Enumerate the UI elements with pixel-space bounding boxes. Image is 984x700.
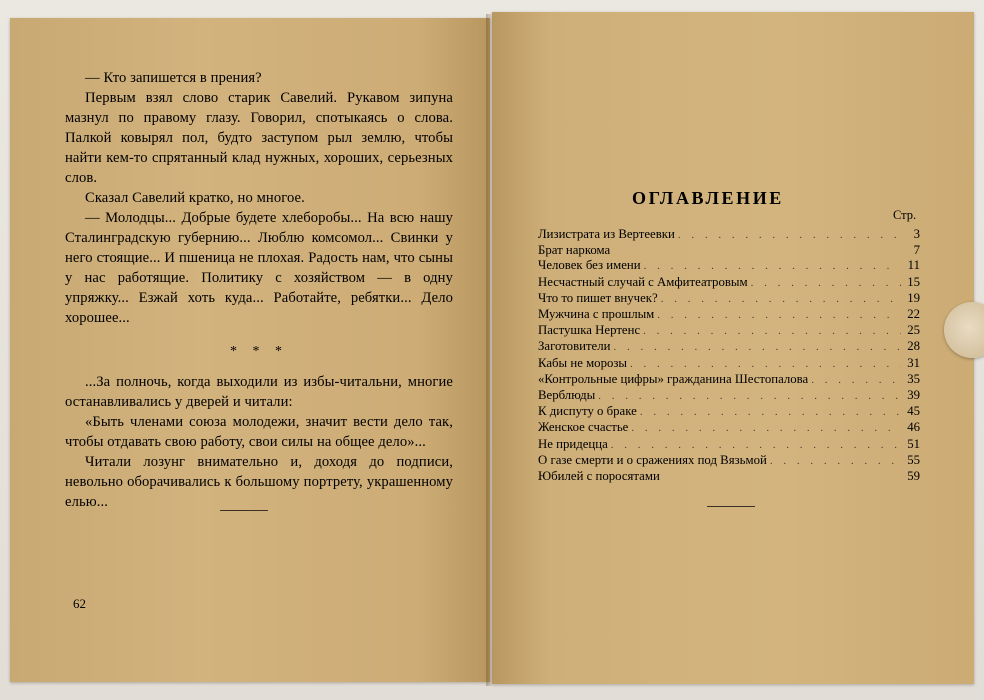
toc-leader-dots — [611, 438, 901, 453]
paragraph: «Быть членами союза молодежи, значит вести дело так, чтобы отдавать свою работу, свои силы на общее дело»... — [65, 414, 453, 450]
toc-entry-page: 45 — [907, 404, 920, 419]
toc-leader-dots — [657, 308, 901, 323]
toc-leader-dots — [630, 357, 901, 372]
toc-entry-page: 28 — [907, 339, 920, 354]
toc-leader-dots — [661, 292, 901, 307]
paragraph: Сказал Савелий кратко, но многое. — [85, 190, 305, 206]
toc-entry[interactable] — [538, 420, 920, 436]
toc-title: ОГЛАВЛЕНИЕ — [632, 188, 784, 208]
page-number: 62 — [73, 596, 86, 611]
left-page-text — [65, 68, 453, 512]
toc-entry-title: Несчастный случай с Амфитеатровым — [538, 274, 748, 289]
toc-leader-dots — [644, 259, 901, 274]
toc-entry-title: Пастушка Нертенс — [538, 323, 641, 338]
toc-leader-dots — [598, 389, 901, 404]
toc-entry-title: Верблюды — [538, 388, 596, 403]
toc-entry-title: Лизистрата из Вертеевки — [538, 227, 675, 241]
toc-entry-page: 3 — [913, 227, 920, 241]
table-of-contents — [538, 227, 920, 484]
toc-entry-title: К диспуту о браке — [538, 404, 637, 419]
toc-entry[interactable] — [538, 388, 920, 404]
toc-entry[interactable] — [538, 339, 920, 355]
paragraph: Первым взял слово старик Савелий. Рукавом зипуна мазнул по правому глазу. Говорил, спотыкаясь о слова. Палкой ковырял пол, будто заступом рыл землю, чтобы найти кем-то спрятанный клад нужных, хороших, серьезных слов. — [65, 90, 453, 186]
toc-entry-title: Заготовители — [538, 339, 611, 354]
toc-entry-page: 31 — [907, 355, 920, 370]
paragraph: ...За полночь, когда выходили из избы-читальни, многие останавливались у дверей и читали: — [65, 374, 453, 410]
toc-leader-dots — [751, 276, 901, 291]
toc-entry-page: 35 — [907, 371, 920, 386]
toc-leader-dots — [643, 324, 901, 339]
end-rule-left — [220, 510, 268, 511]
toc-entry-title: О газе смерти и о сражениях под Вязьмой — [538, 452, 767, 467]
toc-leader-dots — [770, 454, 901, 469]
toc-entry-page: 39 — [907, 388, 920, 403]
toc-entry-page: 15 — [907, 274, 920, 289]
toc-entry-title: Кабы не морозы — [538, 355, 628, 370]
toc-leader-dots — [811, 373, 901, 388]
toc-entry-page: 46 — [907, 420, 920, 435]
paragraph: Читали лозунг внимательно и, доходя до подписи, невольно оборачивались к большому портрету, украшенному елью... — [65, 454, 453, 510]
toc-entry-title: «Контрольные цифры» гражданина Шестопалова — [538, 371, 809, 386]
toc-entry-page: 51 — [907, 436, 920, 451]
toc-entry-page: 11 — [907, 258, 920, 273]
toc-entry-title: Не придецца — [538, 436, 608, 451]
end-rule-right — [707, 506, 755, 507]
toc-leader-dots — [640, 405, 901, 420]
toc-entry[interactable] — [538, 453, 920, 469]
toc-leader-dots — [631, 421, 901, 436]
toc-entry[interactable] — [538, 356, 920, 372]
toc-entry-title: Брат наркома — [538, 243, 611, 258]
toc-entry[interactable] — [538, 323, 920, 339]
paragraph: — Молодцы... Добрые будете хлеборобы... На всю нашу Сталинградскую губернию... Люблю комсомол... Свинки у него стоящие... И пшеница не плохая. Радость нам, что сыны у нас работящие. Политику с хозяйством — в одну упряжку... Езжай хоть куда... Работайте, ребятки... Дело хорошее... — [65, 210, 453, 326]
toc-entry[interactable] — [538, 243, 920, 258]
toc-entry-title: Мужчина с прошлым — [538, 307, 655, 322]
toc-entry[interactable] — [538, 258, 920, 274]
toc-entry-title: Женское счастье — [538, 420, 629, 435]
toc-entry[interactable] — [538, 227, 920, 243]
toc-entry-page: 19 — [907, 290, 920, 305]
toc-entry[interactable] — [538, 307, 920, 323]
toc-entry-page: 7 — [913, 243, 920, 258]
toc-entry[interactable] — [538, 291, 920, 307]
toc-page-header: Стр. — [893, 208, 917, 222]
toc-entry[interactable] — [538, 372, 920, 388]
toc-entry-page: 59 — [907, 469, 920, 484]
book-gutter — [486, 14, 498, 686]
toc-entry-page: 55 — [907, 452, 920, 467]
toc-leader-dots — [613, 340, 901, 355]
toc-entry-title: Человек без имени — [538, 258, 641, 273]
toc-entry-title: Юбилей с поросятами — [538, 469, 660, 484]
toc-leader-dots — [678, 228, 901, 243]
toc-entry[interactable] — [538, 469, 920, 484]
toc-entry[interactable] — [538, 275, 920, 291]
toc-entry-page: 25 — [907, 323, 920, 338]
paragraph: — Кто запишется в прения? — [85, 70, 262, 86]
toc-entry[interactable] — [538, 404, 920, 420]
toc-entry-title: Что то пишет внучек? — [538, 290, 658, 305]
toc-entry[interactable] — [538, 437, 920, 453]
toc-entry-page: 22 — [907, 307, 920, 322]
section-separator: * * * — [230, 344, 288, 359]
